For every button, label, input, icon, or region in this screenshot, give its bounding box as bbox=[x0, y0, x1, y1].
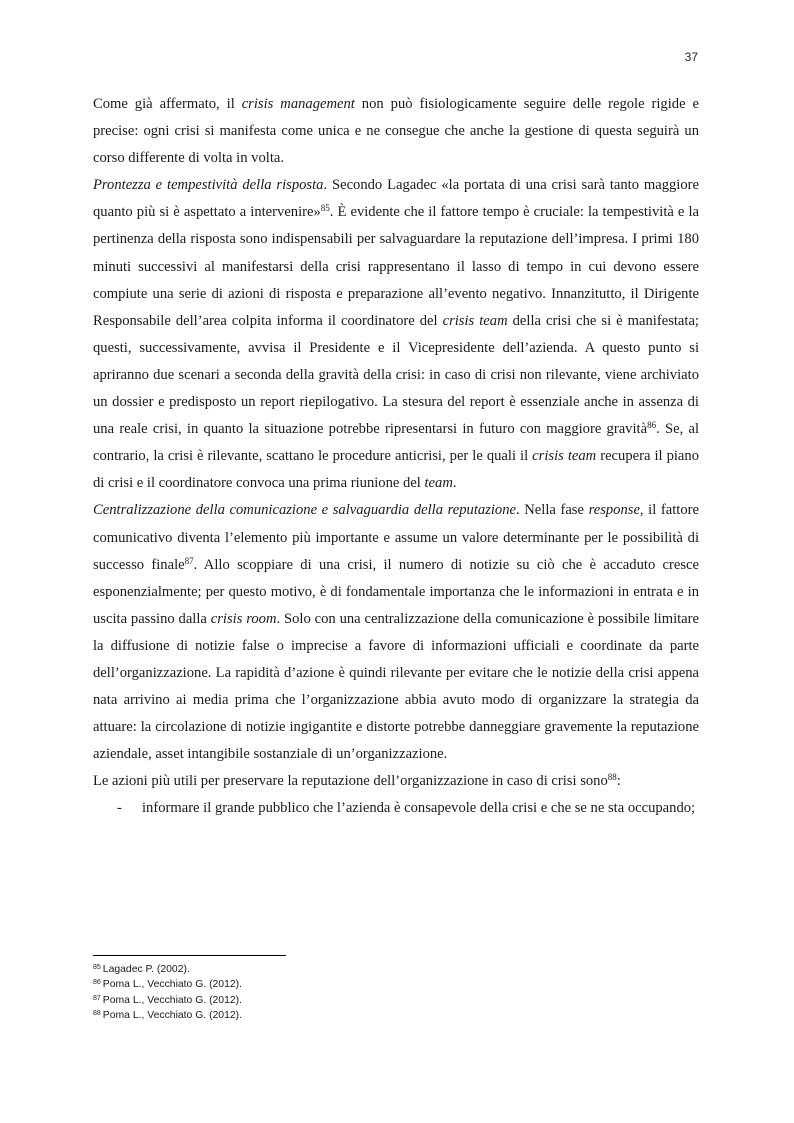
emphasis-term: team bbox=[424, 475, 453, 492]
footnote-ref[interactable]: 88 bbox=[607, 772, 617, 783]
footnote bbox=[93, 1008, 693, 1023]
footnote-number: 86 bbox=[93, 979, 101, 987]
text-run: recupera il piano di crisi e il coordinatore convoca una prima riunione del bbox=[93, 448, 699, 492]
section-heading: Centralizzazione della comunicazione e salvaguardia della reputazione bbox=[93, 502, 516, 519]
footnotes bbox=[93, 962, 693, 1024]
footnote-separator bbox=[93, 955, 286, 956]
paragraph-intro bbox=[93, 91, 699, 172]
footnote bbox=[93, 993, 693, 1008]
footnote-text: Poma L., Vecchiato G. (2012). bbox=[102, 994, 242, 1006]
emphasis-term: response bbox=[588, 502, 640, 519]
page-number: 37 bbox=[684, 50, 698, 64]
text-run: . Se, al contrario, la crisi è rilevante, scattano le procedure anticrisi, per le quali il bbox=[93, 421, 699, 465]
list-item bbox=[93, 795, 699, 822]
text-run: non può fisiologicamente seguire delle regole rigide e precise: ogni crisi si manifesta come unica e ne consegue che anche la gestione di questa seguirà un corso differente di volta in volta. bbox=[93, 96, 699, 167]
footnote-number: 85 bbox=[93, 964, 101, 971]
section-heading: Prontezza e tempestività della risposta bbox=[93, 177, 324, 194]
footnote bbox=[93, 962, 693, 977]
emphasis-term: crisis room bbox=[210, 610, 277, 627]
emphasis-term: crisis team bbox=[442, 312, 508, 329]
text-run: . bbox=[452, 475, 457, 492]
footnote-ref[interactable]: 86 bbox=[647, 420, 657, 431]
footnote-number: 87 bbox=[93, 994, 101, 1002]
text-run: . Allo scoppiare di una crisi, il numero di notizie su ciò che è accaduto cresce esponenzialmente; per questo motivo, è di fondamentale importanza che le informazioni in entrata e in uscita passino dalla bbox=[93, 556, 700, 627]
footnote-text: Poma L., Vecchiato G. (2012). bbox=[102, 1010, 242, 1022]
text-run: Come già affermato, il bbox=[93, 96, 242, 112]
emphasis-term: crisis team bbox=[532, 448, 597, 465]
text-run: della crisi che si è manifestata; questi, successivamente, avvisa il Presidente e il Vicepresidente dell’azienda. A questo punto si apriranno due scenari a seconda della gravità della crisi: in caso di crisi non rilevante, viene archiviato un dossier e predisposto un report riepilogativo. La stesura del report è essenziale anche in assenza di una reale crisi, in quanto la situazione potrebbe ripresentarsi in futuro con maggiore gravità bbox=[93, 312, 699, 438]
footnote bbox=[93, 977, 693, 992]
paragraph-communication bbox=[93, 497, 699, 768]
footnote-text: Lagadec P. (2002). bbox=[102, 964, 190, 975]
text-run: Le azioni più utili per preservare la reputazione dell’organizzazione in caso di crisi sono bbox=[93, 773, 608, 790]
list-item-text: informare il grande pubblico che l’azienda è consapevole della crisi e che se ne sta occupando; bbox=[142, 800, 696, 817]
body-text bbox=[93, 91, 699, 823]
text-run: . Nella fase bbox=[516, 502, 589, 519]
text-run: . Solo con una centralizzazione della comunicazione è possibile limitare la diffusione di notizie false o imprecise a favore di informazioni ufficiali e coordinate da parte dell’organizzazione. La rapidità d’azione è quindi rilevante per evitare che le notizie della crisi appena nata arrivino ai media prima che l’organizzazione abbia avuto modo di organizzare la strategia da attuare: la circolazione di notizie ingigantite e distorte potrebbe danneggiare gravemente la reputazione aziendale, asset intangibile sostanziale di un’organizzazione. bbox=[93, 610, 700, 763]
footnote-ref[interactable]: 85 bbox=[320, 203, 330, 214]
actions-list bbox=[93, 795, 699, 822]
text-run: : bbox=[616, 773, 621, 790]
paragraph-actions-intro bbox=[93, 768, 699, 795]
footnote-ref[interactable]: 87 bbox=[184, 555, 194, 566]
list-dash: - bbox=[117, 800, 122, 817]
text-run: . Secondo Lagadec «la portata di una crisi sarà tanto maggiore quanto più si è aspettato a intervenire» bbox=[93, 177, 700, 221]
footnote-text: Poma L., Vecchiato G. (2012). bbox=[102, 979, 242, 991]
paragraph-response-timing bbox=[93, 172, 699, 497]
text-run: . È evidente che il fattore tempo è cruciale: la tempestività e la pertinenza della risposta sono indispensabili per salvaguardare la reputazione dell’impresa. I primi 180 minuti successivi al manifestarsi della crisi rappresentano il lasso di tempo in cui devono essere compiute una serie di azioni di risposta e preparazione all’evento negativo. Innanzitutto, il Dirigente Responsabile dell’area colpita informa il coordinatore del bbox=[93, 204, 699, 329]
text-run: , il fattore comunicativo diventa l’elemento più importante e assume un valore determinante per le possibilità di successo finale bbox=[93, 502, 699, 573]
footnote-number: 88 bbox=[93, 1010, 101, 1018]
emphasis-term: crisis management bbox=[241, 96, 355, 112]
